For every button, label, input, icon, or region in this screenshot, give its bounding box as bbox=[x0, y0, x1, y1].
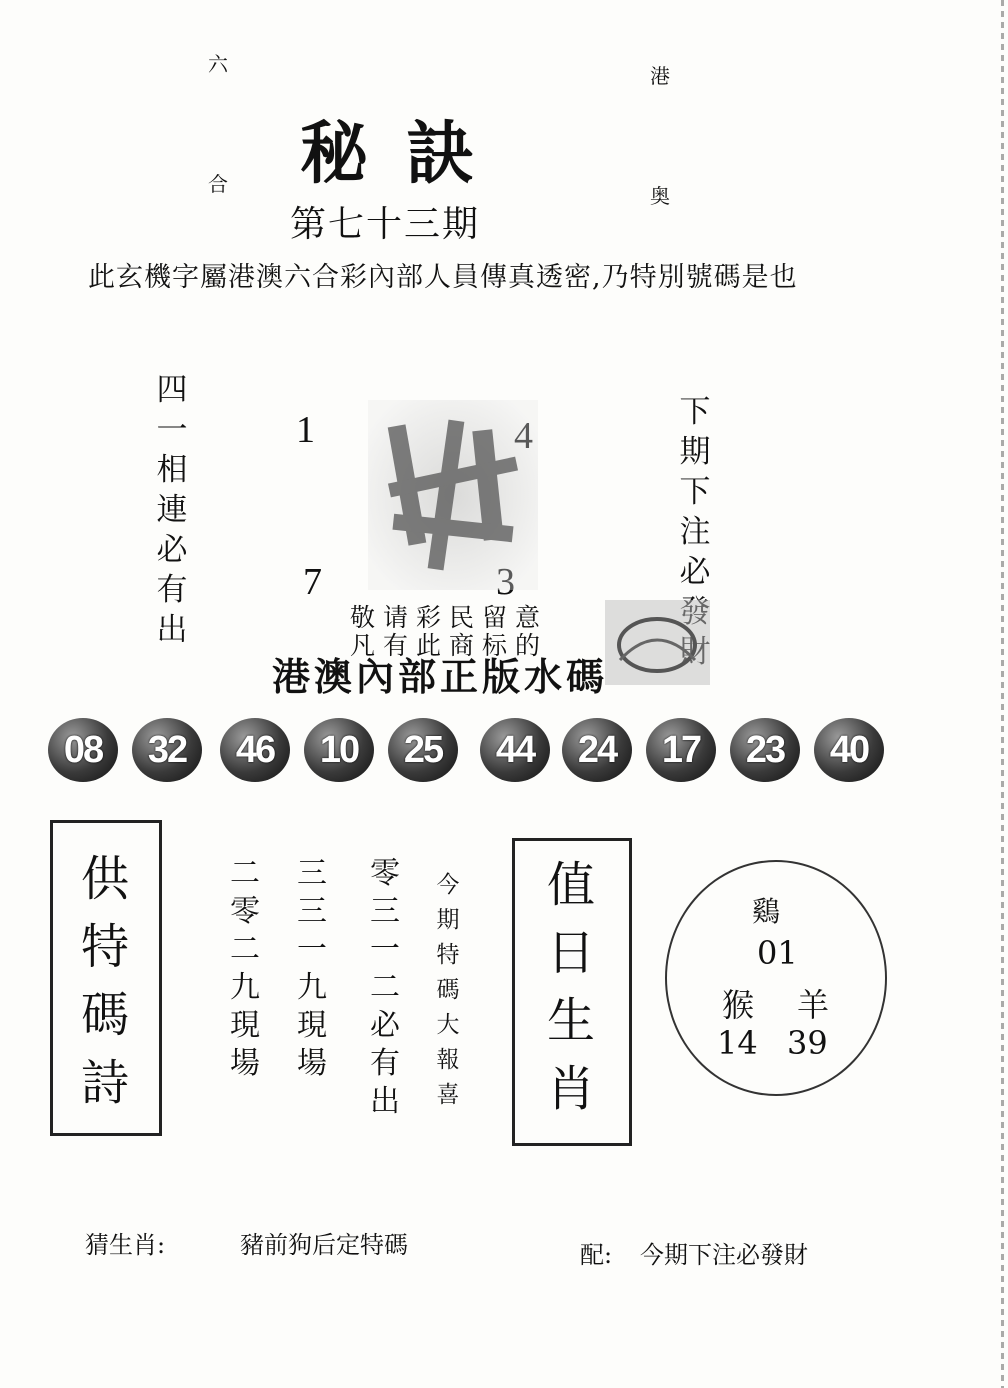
zodiac-animal-top: 鷄 bbox=[752, 895, 781, 928]
zodiac-circle bbox=[665, 860, 887, 1096]
zodiac-animal-right: 羊 bbox=[797, 986, 830, 1024]
guess-zodiac-value: 豬前狗后定特碼 bbox=[240, 1231, 408, 1259]
number-ball: 10 bbox=[304, 718, 374, 782]
vertical-char: 現 bbox=[297, 1008, 327, 1043]
vertical-char: 三 bbox=[370, 894, 400, 929]
vertical-char: 注 bbox=[679, 514, 711, 550]
match-value: 今期下注必發財 bbox=[640, 1241, 808, 1269]
seal-watermark bbox=[368, 400, 538, 590]
brand-title: 港澳內部正版水碼 bbox=[272, 654, 609, 699]
corner-char-tl: 六 bbox=[208, 52, 228, 76]
match-label: 配: bbox=[580, 1241, 613, 1269]
vertical-char: 三 bbox=[297, 856, 327, 891]
poem-box-title bbox=[75, 845, 135, 1117]
zodiac-number-top: 01 bbox=[757, 934, 798, 972]
vertical-char: 連 bbox=[156, 492, 188, 528]
vertical-char: 特 bbox=[436, 942, 460, 968]
poem-title-box bbox=[50, 820, 162, 1136]
zodiac-number-left: 14 bbox=[717, 1024, 758, 1062]
vertical-char: 必 bbox=[679, 554, 711, 590]
vertical-char: 場 bbox=[230, 1046, 260, 1081]
scan-edge bbox=[1001, 0, 1004, 1388]
vertical-char: 特 bbox=[80, 919, 129, 975]
vertical-char: 大 bbox=[436, 1012, 460, 1038]
vertical-char: 相 bbox=[156, 452, 188, 488]
vertical-char: 出 bbox=[156, 612, 188, 648]
vertical-char: 有 bbox=[156, 572, 188, 608]
vertical-char: 零 bbox=[370, 856, 400, 891]
number-ball: 44 bbox=[480, 718, 550, 782]
vertical-char: 報 bbox=[436, 1047, 460, 1073]
vertical-char: 供 bbox=[80, 851, 129, 907]
number-ball: 25 bbox=[388, 718, 458, 782]
number-balls-row bbox=[48, 718, 908, 788]
vertical-char: 一 bbox=[297, 932, 327, 967]
poem-column-3 bbox=[365, 855, 405, 1121]
vertical-char: 三 bbox=[297, 894, 327, 929]
vertical-char: 肖 bbox=[546, 1061, 595, 1117]
zodiac-animal-left: 猴 bbox=[722, 986, 755, 1024]
digit-top-right: 4 bbox=[514, 415, 533, 457]
corner-char-bl: 合 bbox=[208, 172, 228, 196]
vertical-char: 九 bbox=[297, 970, 327, 1005]
vertical-char: 零 bbox=[230, 894, 260, 929]
poem-column-2 bbox=[292, 855, 332, 1083]
zodiac-title-box bbox=[512, 838, 632, 1146]
vertical-char: 今 bbox=[436, 872, 460, 898]
vertical-char: 出 bbox=[370, 1084, 400, 1119]
vertical-char: 喜 bbox=[436, 1082, 460, 1108]
page-title: 秘訣 bbox=[300, 114, 513, 194]
vertical-char: 期 bbox=[679, 434, 711, 470]
guess-zodiac-label: 猜生肖: bbox=[85, 1231, 166, 1259]
notice-line-1: 敬请彩民留意 bbox=[350, 603, 549, 632]
poem-column-1 bbox=[225, 855, 265, 1083]
number-ball: 17 bbox=[646, 718, 716, 782]
vertical-char: 一 bbox=[370, 932, 400, 967]
digit-top-left: 1 bbox=[296, 409, 315, 451]
notice-line-2: 凡有此商标的 bbox=[350, 631, 549, 660]
number-ball: 46 bbox=[220, 718, 290, 782]
vertical-char: 有 bbox=[370, 1046, 400, 1081]
vertical-char: 期 bbox=[436, 907, 460, 933]
vertical-char: 必 bbox=[370, 1008, 400, 1043]
vertical-char: 詩 bbox=[80, 1055, 129, 1111]
vertical-char: 四 bbox=[156, 372, 188, 408]
left-vertical-text bbox=[152, 370, 192, 650]
number-ball: 40 bbox=[814, 718, 884, 782]
vertical-char: 必 bbox=[156, 532, 188, 568]
number-ball: 32 bbox=[132, 718, 202, 782]
vertical-char: 現 bbox=[230, 1008, 260, 1043]
vertical-char: 二 bbox=[230, 856, 260, 891]
vertical-char: 九 bbox=[230, 970, 260, 1005]
digit-bottom-right: 3 bbox=[496, 561, 515, 603]
corner-char-tr: 港 bbox=[650, 64, 670, 88]
corner-char-br: 奥 bbox=[650, 184, 670, 208]
vertical-char: 碼 bbox=[80, 987, 129, 1043]
vertical-char: 二 bbox=[370, 970, 400, 1005]
vertical-char: 二 bbox=[230, 932, 260, 967]
vertical-char: 一 bbox=[156, 412, 188, 448]
poem-note bbox=[428, 868, 468, 1113]
number-ball: 24 bbox=[562, 718, 632, 782]
vertical-char: 日 bbox=[546, 925, 595, 981]
trademark-stamp bbox=[605, 600, 710, 685]
vertical-char: 下 bbox=[679, 394, 711, 430]
intro-text: 此玄機字屬港澳六合彩內部人員傳真透密,乃特別號碼是也 bbox=[88, 262, 798, 293]
number-ball: 23 bbox=[730, 718, 800, 782]
vertical-char: 碼 bbox=[436, 977, 460, 1003]
issue-number: 第七十三期 bbox=[290, 204, 481, 245]
zodiac-box-title bbox=[541, 851, 601, 1123]
digit-bottom-left: 7 bbox=[303, 561, 322, 603]
zodiac-number-right: 39 bbox=[787, 1024, 828, 1062]
vertical-char: 下 bbox=[679, 474, 711, 510]
vertical-char: 值 bbox=[546, 857, 595, 913]
number-ball: 08 bbox=[48, 718, 118, 782]
vertical-char: 場 bbox=[297, 1046, 327, 1081]
vertical-char: 生 bbox=[546, 993, 595, 1049]
